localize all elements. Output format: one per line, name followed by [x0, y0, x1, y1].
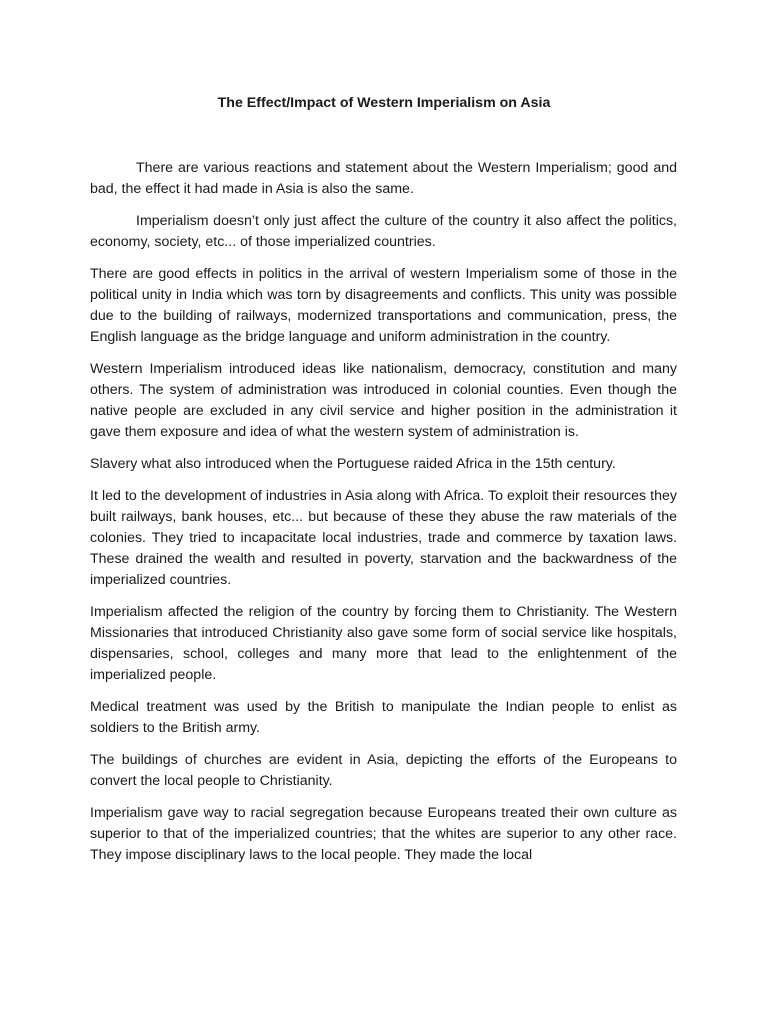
paragraph-10: Imperialism gave way to racial segregation because Europeans treated their own culture as superior to that of the imperialized countries; that the whites are superior to any other race. They impose disciplinary laws to the local people. They made the local — [90, 805, 677, 863]
paragraph-7: Imperialism affected the religion of the country by forcing them to Christianity. The Western Missionaries that introduced Christianity also gave some form of social service like hospitals, dispensaries, school, colleges and many more that lead to the enlightenment of the imperialized people. — [90, 604, 677, 683]
document-body — [90, 158, 677, 866]
paragraph-1: There are various reactions and statement about the Western Imperialism; good and bad, the effect it had made in Asia is also the same. — [90, 160, 677, 197]
paragraph-3: There are good effects in politics in the arrival of western Imperialism some of those in the political unity in India which was torn by disagreements and conflicts. This unity was possible due to the building of railways, modernized transportations and communication, press, the English language as the bridge language and uniform administration in the country. — [90, 266, 677, 345]
paragraph-2: Imperialism doesn’t only just affect the culture of the country it also affect the politics, economy, society, etc... of those imperialized countries. — [90, 213, 677, 250]
paragraph-9: The buildings of churches are evident in Asia, depicting the efforts of the Europeans to convert the local people to Christianity. — [90, 752, 677, 789]
paragraph-8: Medical treatment was used by the British to manipulate the Indian people to enlist as soldiers to the British army. — [90, 699, 677, 736]
paragraph-6: It led to the development of industries in Asia along with Africa. To exploit their resources they built railways, bank houses, etc... but because of these they abuse the raw materials of the colonies. They tried to incapacitate local industries, trade and commerce by taxation laws. These drained the wealth and resulted in poverty, starvation and the backwardness of the imperialized countries. — [90, 488, 677, 588]
paragraph-5: Slavery what also introduced when the Portuguese raided Africa in the 15th century. — [90, 456, 616, 472]
paragraph-4: Western Imperialism introduced ideas like nationalism, democracy, constitution and many others. The system of administration was introduced in colonial counties. Even though the native people are excluded in any civil service and higher position in the administration it gave them exposure and idea of what the western system of administration is. — [90, 361, 677, 440]
document-title: The Effect/Impact of Western Imperialism on Asia — [217, 95, 551, 111]
